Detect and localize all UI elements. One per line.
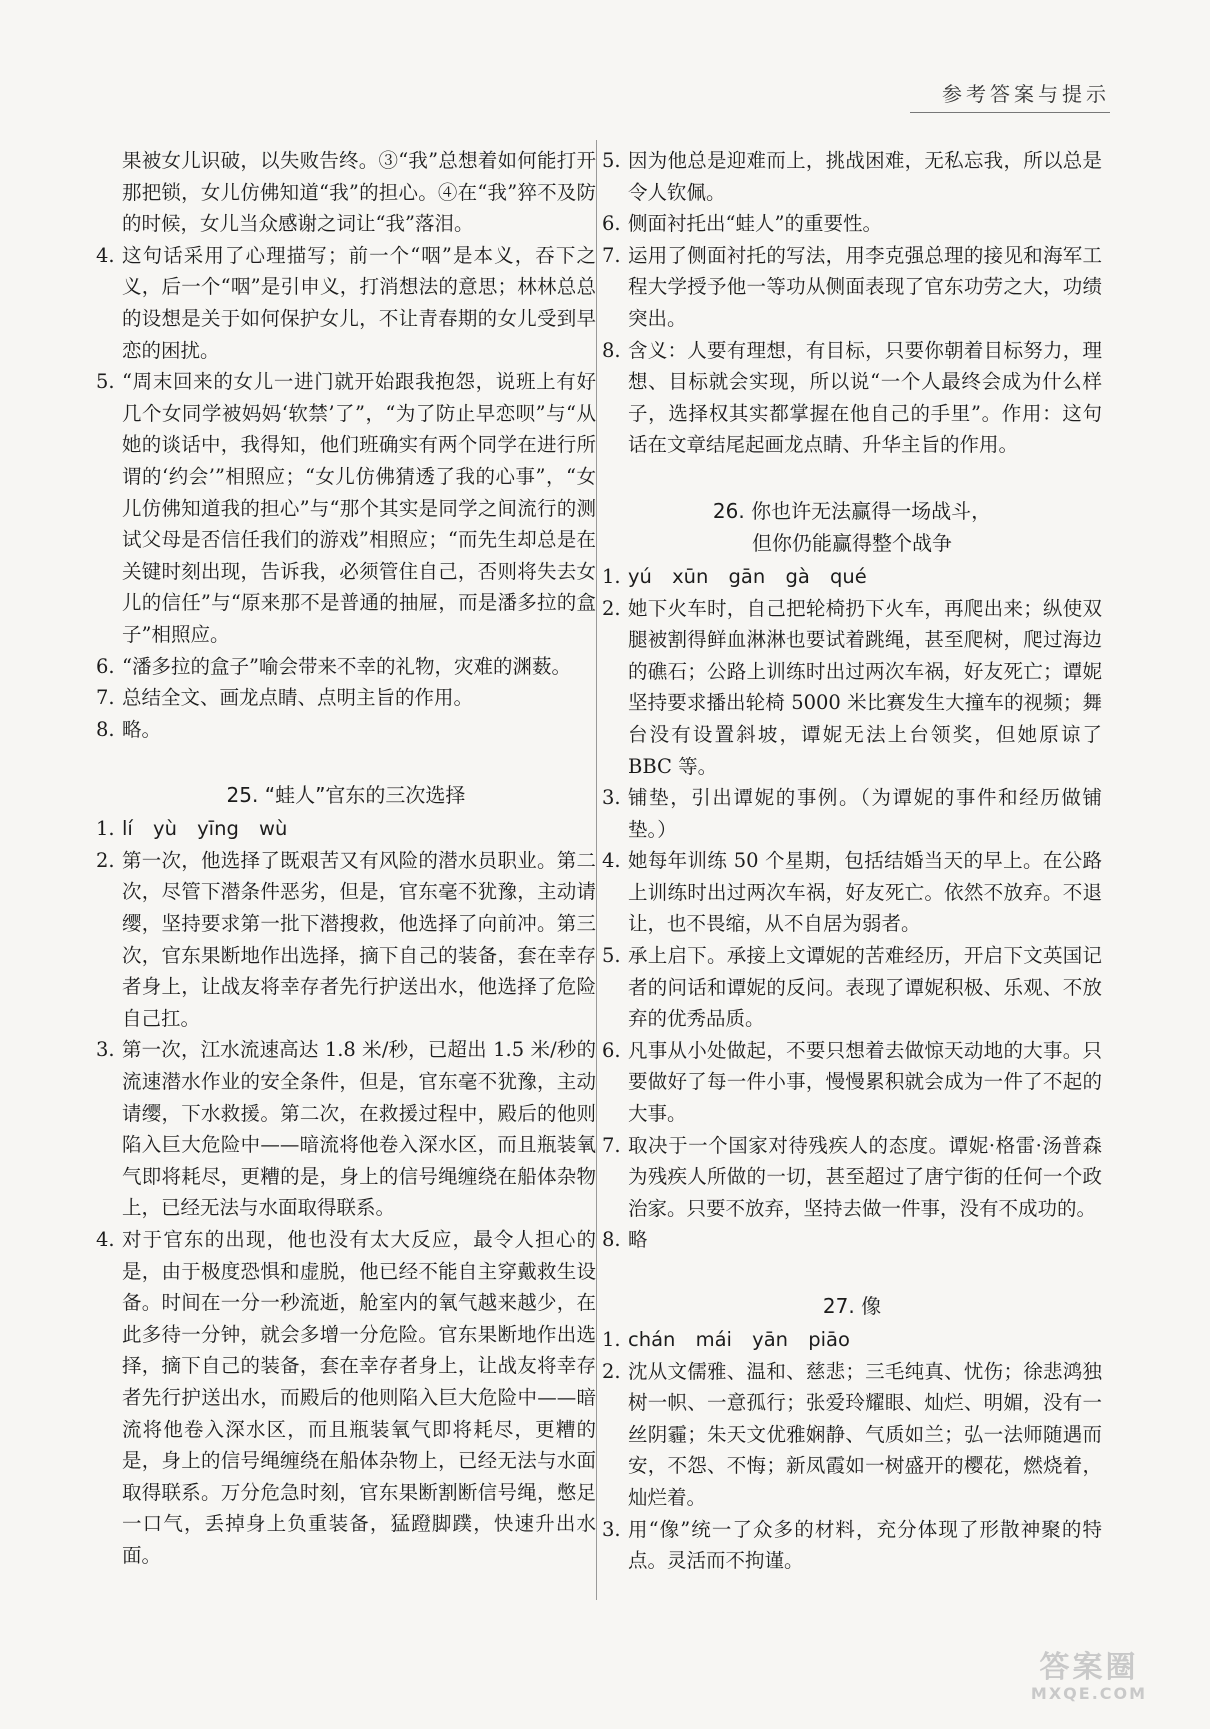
item-text: 这句话采用了心理描写；前一个“咽”是本义，吞下之义，后一个“咽”是引申义，打消想法的意思；林林总总的设想是关于如何保护女儿，不让青春期的女儿受到早恋的困扰。 [122,243,596,362]
item-number: 4. [96,243,115,267]
list-item [602,1324,1102,1356]
item-number: 8. [602,1228,621,1252]
list-item [602,845,1102,940]
item-number: 3. [96,1038,115,1062]
item-number: 7. [602,1133,621,1157]
item-text: 铺垫，引出谭妮的事例。（为谭妮的事件和经历做铺垫。） [628,786,1102,841]
list-item [96,845,596,1035]
item-number: 6. [602,1038,621,1062]
list-item [96,1224,596,1572]
item-number: 4. [602,849,621,873]
header-rule [910,112,1110,113]
right-column [602,145,1102,1577]
list-item [602,1224,1102,1256]
list-item [96,651,596,683]
item-text: “周末回来的女儿一进门就开始跟我抱怨，说班上有好几个女同学被妈妈‘软禁’了”，“为了防止早恋呗”与“从她的谈话中，我得知，他们班确实有两个同学在进行所谓的‘约会’”相照应；“女儿仿佛猜透了我的心事”，“女儿仿佛知道我的担心”与“那个其实是同学之间流行的测试父母是否信任我们的游戏”相照应；“而先生却总是在关键时刻出现，告诉我，必须管住自己，否则将失去女儿的信任”与“原来那不是普通的抽屉，而是潘多拉的盒子”相照应。 [122,370,596,646]
item-text: 她每年训练 50 个星期，包括结婚当天的早上。在公路上训练时出过两次车祸，好友死亡。依然不放弃。不退让，也不畏缩，从不自居为弱者。 [628,849,1102,936]
item-text: 承上启下。承接上文谭妮的苦难经历，开启下文英国记者的问话和谭妮的反问。表现了谭妮积极、乐观、不放弃的优秀品质。 [628,944,1102,1031]
item-text: 第一次，江水流速高达 1.8 米/秒，已超出 1.5 米/秒的流速潜水作业的安全条件，但是，官东毫不犹豫，主动请缨，下水救援。第二次，在救援过程中，殿后的他则陷入巨大危险中——暗流将他卷入深水区，而且瓶装氧气即将耗尽，更糟的是，身上的信号绳缠绕在船体杂物上，已经无法与水面取得联系。 [122,1038,596,1220]
item-number: 8. [602,338,621,362]
item-text: 含义：人要有理想，有目标，只要你朝着目标努力，理想、目标就会实现，所以说“一个人最终会成为什么样子，选择权其实都掌握在他自己的手里”。作用：这句话在文章结尾起画龙点睛、升华主旨的作用。 [628,338,1102,457]
item-text: 略 [628,1228,648,1252]
list-item [96,714,596,746]
pinyin-text: chán mái yān piāo [628,1328,850,1351]
list-item [602,593,1102,783]
list-item [96,682,596,714]
item-number: 6. [96,654,115,678]
item-number: 8. [96,717,115,741]
list-item [602,240,1102,335]
header-title: 参考答案与提示 [942,82,1110,106]
section-title-25: 25. “蛙人”官东的三次选择 [226,783,466,808]
list-item [602,1356,1102,1514]
item-text: 凡事从小处做起，不要只想着去做惊天动地的大事。只要做好了每一件小事，慢慢累积就会成为一件了不起的大事。 [628,1038,1102,1126]
item-text: 对于官东的出现，他也没有太大反应，最令人担心的是，由于极度恐惧和虚脱，他已经不能自主穿戴救生设备。时间在一分一秒流逝，舱室内的氧气越来越少，在此多待一分钟，就会多增一分危险。官东果断地作出选择，摘下自己的装备，套在幸存者身上，让战友将幸存者先行护送出水，而殿后的他则陷入巨大危险中——暗流将他卷入深水区，而且瓶装氧气即将耗尽，更糟的是，身上的信号绳缠绕在船体杂物上，已经无法与水面取得联系。万分危急时刻，官东果断割断信号绳，憋足一口气，丢掉身上负重装备，猛蹬脚蹼，快速升出水面。 [122,1228,596,1567]
item-number: 1. [602,1328,621,1351]
item-text: 用“像”统一了众多的材料，充分体现了形散神聚的特点。灵活而不拘谨。 [628,1517,1102,1573]
list-item [602,1035,1102,1130]
item-text: 第一次，他选择了既艰苦又有风险的潜水员职业。第二次，尽管下潜条件恶劣，但是，官东毫不犹豫，主动请缨，坚持要求第一批下潜搜救，他选择了向前冲。第三次，官东果断地作出选择，摘下自己的装备，套在幸存者身上，让战友将幸存者先行护送出水，他选择了危险自己扛。 [122,848,596,1030]
item-text: 取决于一个国家对待残疾人的态度。谭妮·格雷·汤普森为残疾人所做的一切，甚至超过了唐宁街的任何一个政治家。只要不放弃，坚持去做一件事，没有不成功的。 [628,1133,1102,1220]
item-number: 5. [602,149,621,172]
item-number: 3. [602,1517,621,1541]
list-item [96,366,596,650]
item-number: 3. [602,786,621,810]
item-text: “潘多拉的盒子”喻会带来不幸的礼物，灾难的渊薮。 [122,654,571,678]
item-number: 7. [96,686,115,710]
item-text: 侧面衬托出“蛙人”的重要性。 [628,212,882,236]
list-item [602,1514,1102,1577]
item-text: 运用了侧面衬托的写法，用李克强总理的接见和海军工程大学授予他一等功从侧面表现了官东功劳之大，功绩突出。 [628,243,1102,330]
item-number: 5. [602,944,621,968]
list-item [602,208,1102,240]
list-item [602,940,1102,1035]
item-number: 7. [602,243,621,267]
section-title-26-line1: 26. 你也许无法赢得一场战斗， [712,498,992,523]
pinyin-text: lí yù yīng wù [122,817,288,841]
column-divider [596,140,597,1600]
item-number: 1. [602,564,621,588]
watermark-top-text: 答案圈 [1039,1650,1139,1685]
list-item [602,561,1102,593]
list-item [602,335,1102,461]
continuation-text: 果被女儿识破，以失败告终。③“我”总想着如何能打开那把锁，女儿仿佛知道“我”的担心。④在“我”猝不及防的时候，女儿当众感谢之词让“我”落泪。 [122,149,596,236]
list-item [96,240,596,366]
item-text: 略。 [122,717,162,741]
item-text: 因为他总是迎难而上，挑战困难，无私忘我，所以总是令人钦佩。 [628,149,1102,204]
left-column [96,145,596,1572]
list-item [602,782,1102,845]
item-text: 沈从文儒雅、温和、慈悲；三毛纯真、忧伤；徐悲鸿独树一帜、一意孤行；张爱玲耀眼、灿烂、明媚，没有一丝阴霾；朱天文优雅娴静、气质如兰；弘一法师随遇而安，不怨、不悔；新凤霞如一树盛开的樱花，燃烧着，灿烂着。 [628,1359,1102,1509]
item-number: 1. [96,817,115,841]
item-number: 4. [96,1228,115,1251]
section-title-27: 27. 像 [822,1294,882,1318]
item-number: 2. [602,596,621,620]
pinyin-text: yú xūn gān gà qué [628,564,867,588]
item-number: 2. [602,1359,621,1383]
item-number: 6. [602,212,621,236]
list-item [602,145,1102,208]
item-text: 总结全文、画龙点睛、点明主旨的作用。 [122,686,474,710]
section-title-26 [602,495,1102,559]
section-title-26-line2: 但你仍能赢得整个战争 [752,530,952,555]
item-number: 2. [96,848,115,872]
list-item [602,1130,1102,1225]
list-item [96,813,596,845]
list-item [96,1034,596,1224]
item-number: 5. [96,370,115,394]
item-text: 她下火车时，自己把轮椅扔下火车，再爬出来；纵使双腿被割得鲜血淋淋也要试着跳绳，甚至爬树，爬过海边的礁石；公路上训练时出过两次车祸，好友死亡；谭妮坚持要求播出轮椅 5000 米比赛发生大撞车的视频；舞台没有设置斜坡，谭妮无法上台领奖，但她原谅了 BBC 等。 [628,596,1102,778]
watermark-bottom-text: MXQE.COM [1030,1684,1148,1703]
watermark-logo [1004,1651,1174,1711]
